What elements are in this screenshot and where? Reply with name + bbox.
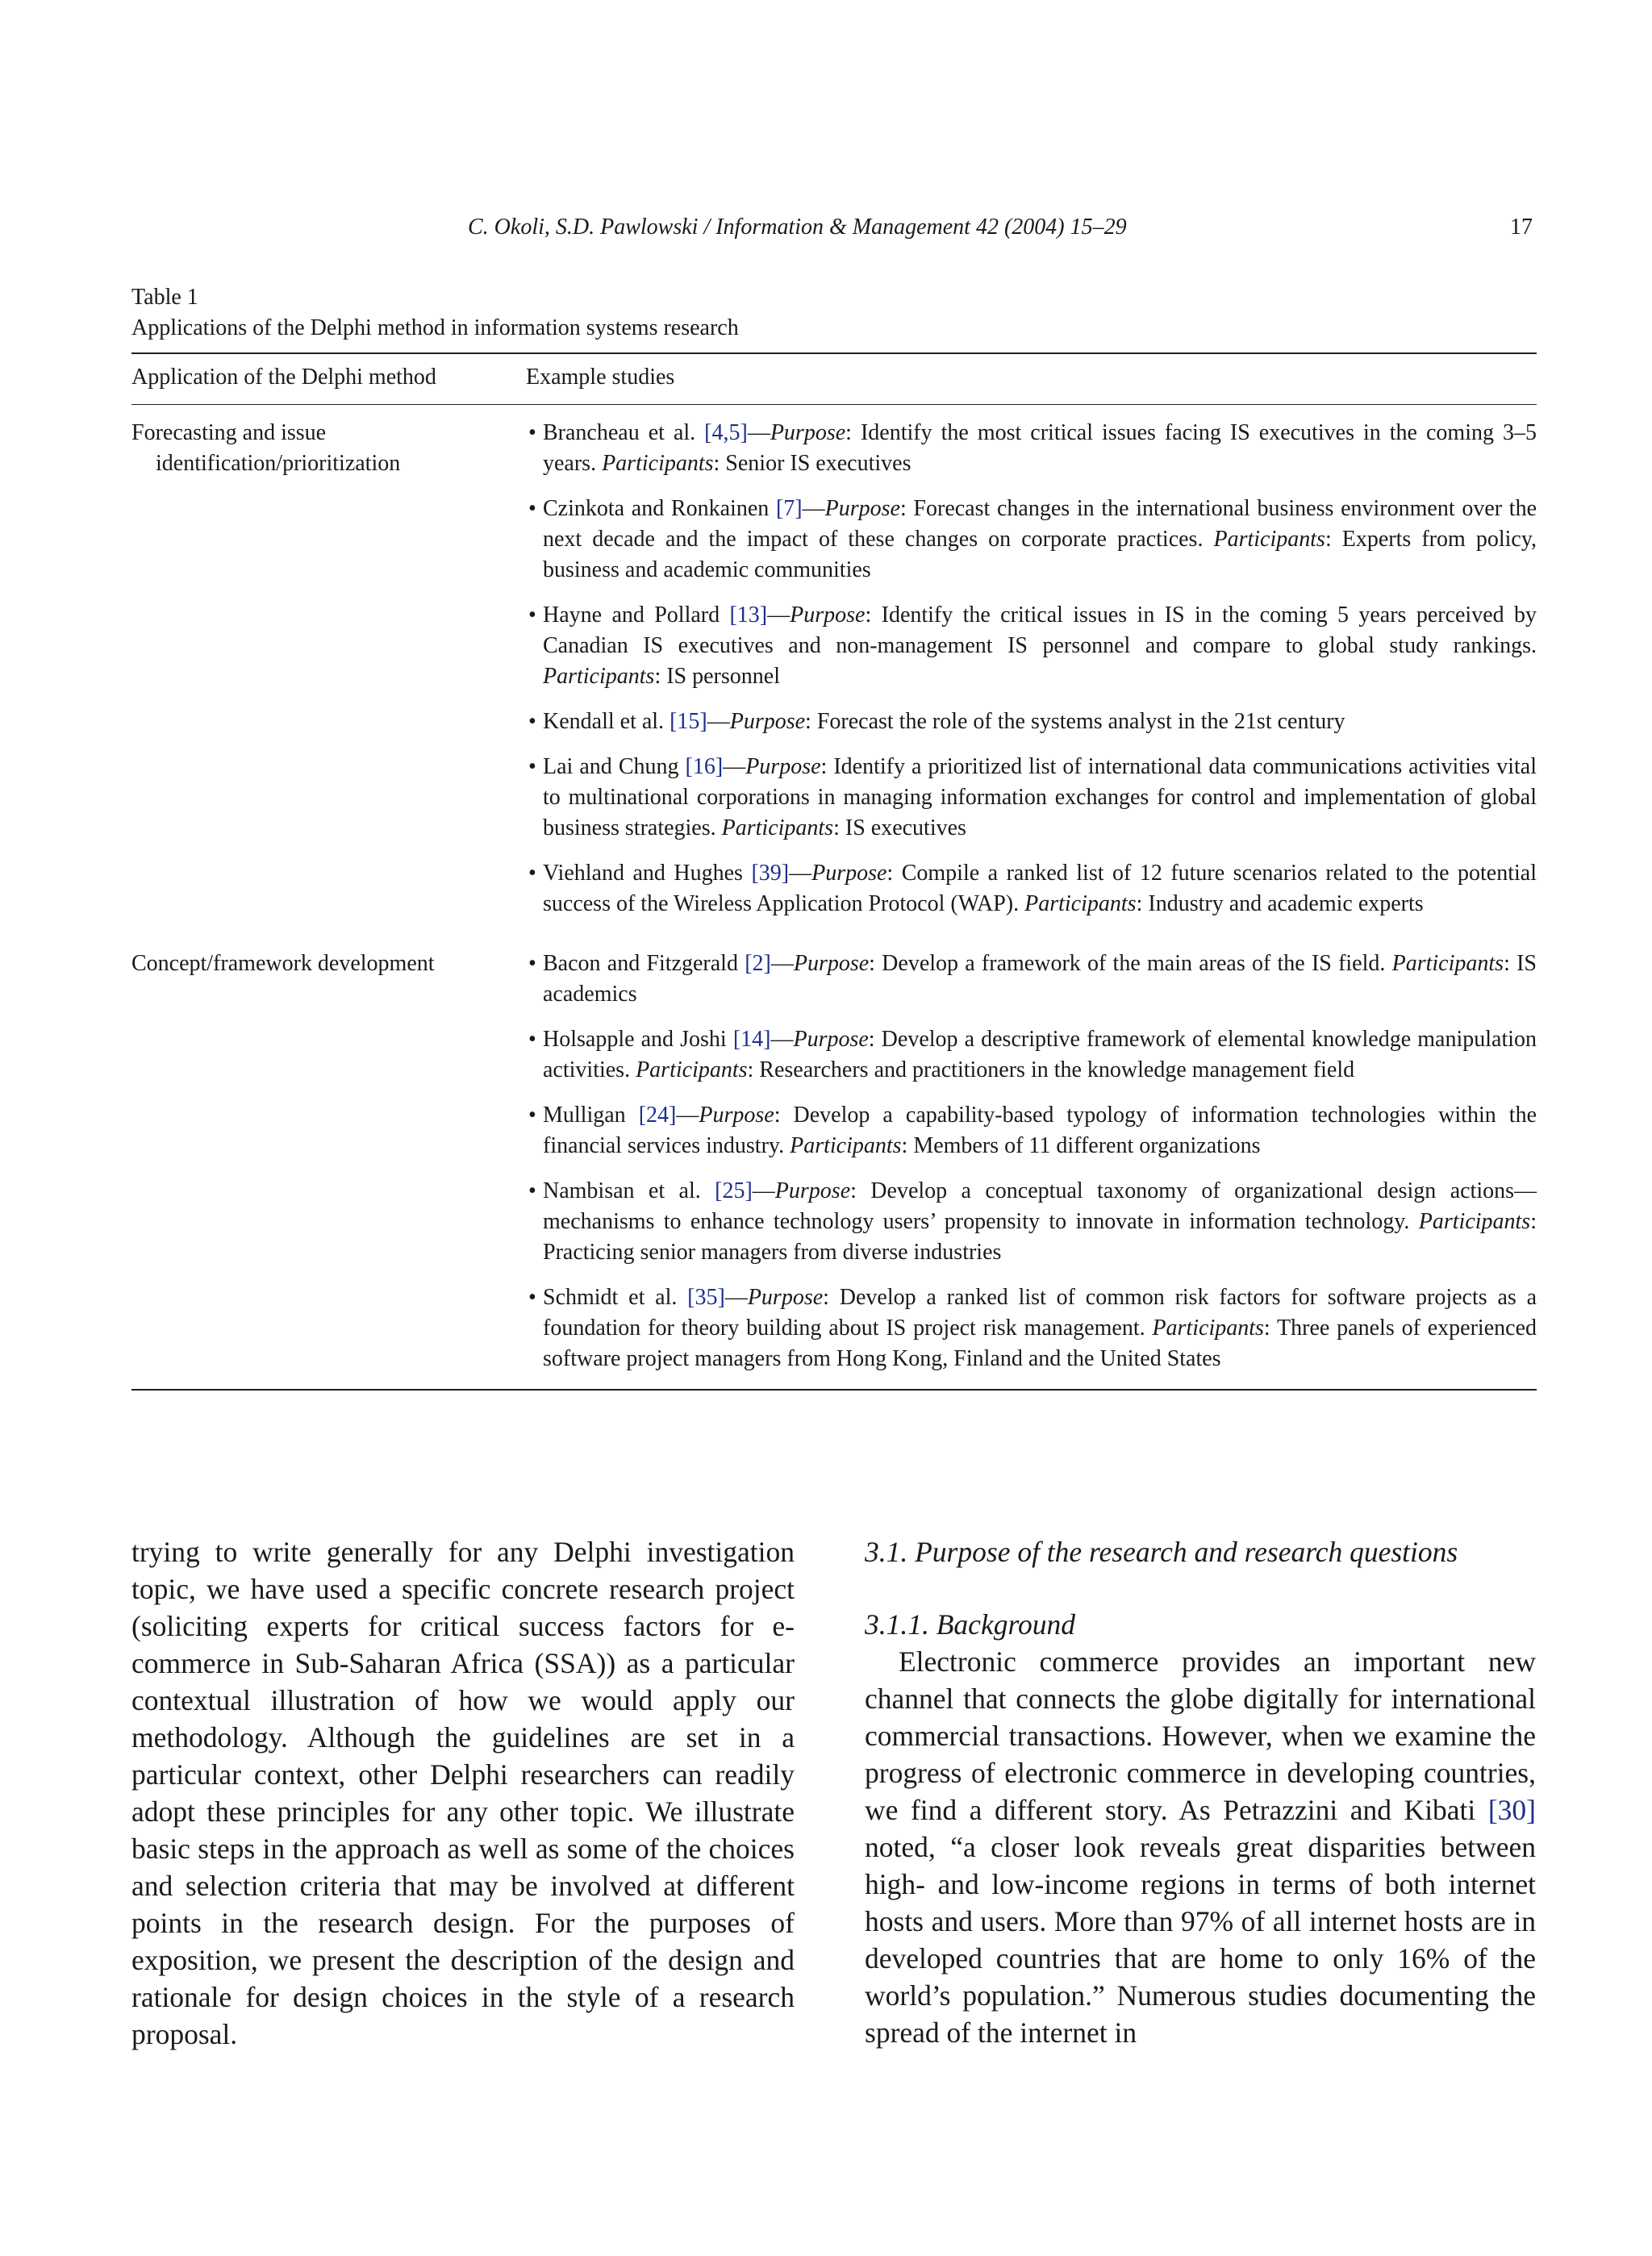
study-item: • Czinkota and Ronkainen [7]—Purpose: Forecast changes in the international business environment over the next decade and the impact of these changes on corporate practices. Participants: Experts from policy, business and academic communities <box>519 494 1537 586</box>
study-purpose: : Forecast changes in the international business environment over the next decade and the impact of these changes on corporate practices. <box>543 496 1537 552</box>
purpose-label: Purpose <box>793 1027 869 1052</box>
table-title: Applications of the Delphi method in information systems research <box>131 315 739 340</box>
participants-label: Participants <box>1391 951 1504 976</box>
study-authors: Brancheau et al. <box>543 420 705 445</box>
study-item: • Holsapple and Joshi [14]—Purpose: Develop a descriptive framework of elemental knowledge manipulation activities. Participants: Researchers and practitioners in the knowledge management field <box>519 1024 1537 1086</box>
study-purpose: : Identify the critical issues in IS in the coming 5 years perceived by Canadian IS executives and non-management IS personnel and compare to global study rankings. <box>543 603 1537 658</box>
study-authors: Nambisan et al. <box>543 1178 715 1203</box>
category-cell <box>131 949 519 1389</box>
study-participants: : IS personnel <box>654 664 780 689</box>
citation-link[interactable]: [35] <box>687 1285 725 1310</box>
citation-link[interactable]: [30] <box>1487 1794 1536 1826</box>
participants-label: Participants <box>1024 891 1137 916</box>
purpose-label: Purpose <box>770 420 846 445</box>
table-bottom-rule <box>131 1389 1537 1391</box>
study-authors: Mulligan <box>543 1103 639 1128</box>
bullet-icon: • <box>528 951 536 976</box>
study-item: • Kendall et al. [15]—Purpose: Forecast the role of the systems analyst in the 21st century <box>519 707 1537 737</box>
study-authors: Holsapple and Joshi <box>543 1027 733 1052</box>
bullet-icon: • <box>528 861 536 886</box>
purpose-label: Purpose <box>774 1178 851 1203</box>
study-purpose: : Identify a prioritized list of international data communications activities vital to multinational corporations in managing information exchanges for control and implementation of global business strategies. <box>543 754 1537 840</box>
study-purpose: : Develop a capability-based typology of information technologies within the financial services industry. <box>543 1103 1537 1158</box>
study-item: • Nambisan et al. [25]—Purpose: Develop a conceptual taxonomy of organizational design actions—mechanisms to enhance technology users’ propensity to innovate in information technology. Participants: Practicing senior managers from diverse industries <box>519 1176 1537 1268</box>
category-cell <box>131 418 519 934</box>
study-participants: : Senior IS executives <box>713 451 912 476</box>
section-heading: 3.1. Purpose of the research and research questions <box>865 1536 1458 1568</box>
study-participants: : IS executives <box>833 815 966 840</box>
study-participants: : Three panels of experienced software project managers from Hong Kong, Finland and the United States <box>543 1316 1537 1371</box>
citation-link[interactable]: [13] <box>729 603 768 628</box>
study-list <box>519 949 1537 1389</box>
category-label: Concept/framework development <box>131 951 435 976</box>
paragraph-text: Electronic commerce provides an important new channel that connects the globe digitally for international commercial transactions. However, when we examine the progress of electronic commerce in developing countries, we find a different story. As Petrazzini and Kibati <box>865 1645 1536 1826</box>
table-header-row <box>131 354 1537 404</box>
purpose-label: Purpose <box>699 1103 774 1128</box>
purpose-label: Purpose <box>790 603 866 628</box>
study-participants: : Researchers and practitioners in the knowledge management field <box>747 1057 1355 1082</box>
study-purpose: : Develop a descriptive framework of elemental knowledge manipulation activities. <box>543 1027 1537 1082</box>
table-group-forecasting <box>131 418 1537 934</box>
citation-link[interactable]: [2] <box>745 951 771 976</box>
study-purpose: : Identify the most critical issues facing IS executives in the coming 3–5 years. <box>543 420 1537 476</box>
table-caption <box>131 282 739 344</box>
study-purpose: : Develop a ranked list of common risk factors for software projects as a foundation for theory building about IS project risk management. <box>543 1285 1537 1341</box>
study-purpose: : Compile a ranked list of 12 future scenarios related to the potential success of the Wireless Application Protocol (WAP). <box>543 861 1537 916</box>
table-header-rule <box>131 404 1537 405</box>
purpose-label: Purpose <box>824 496 900 521</box>
body-paragraph: trying to write generally for any Delphi investigation topic, we have used a specific concrete research project (soliciting experts for critical success factors for e-commerce in Sub-Saharan Africa (SSA)) as a particular contextual illustration of how we would apply our methodology. Although the guidelines are set in a particular context, other Delphi researchers can readily adopt these principles for any other topic. We illustrate basic steps in the approach as well as some of the choices and selection criteria that may be involved at different points in the research design. For the purposes of exposition, we present the description of the design and rationale for design choices in the style of a research proposal. <box>131 1536 795 2050</box>
study-authors: Czinkota and Ronkainen <box>543 496 776 521</box>
purpose-label: Purpose <box>811 861 887 886</box>
study-participants: : IS academics <box>543 951 1537 1007</box>
study-authors: Lai and Chung <box>543 754 686 779</box>
category-label-cont: identification/prioritization <box>156 451 401 476</box>
citation-link[interactable]: [25] <box>715 1178 753 1203</box>
participants-label: Participants <box>602 451 714 476</box>
study-item: • Mulligan [24]—Purpose: Develop a capability-based typology of information technologies within the financial services industry. Participants: Members of 11 different organizations <box>519 1100 1537 1161</box>
study-item: • Viehland and Hughes [39]—Purpose: Compile a ranked list of 12 future scenarios related to the potential success of the Wireless Application Protocol (WAP). Participants: Industry and academic experts <box>519 858 1537 919</box>
column-header-application: Application of the Delphi method <box>131 365 436 390</box>
citation-link[interactable]: [7] <box>775 496 803 521</box>
participants-label: Participants <box>1213 527 1325 552</box>
bullet-icon: • <box>528 709 536 734</box>
purpose-label: Purpose <box>745 754 821 779</box>
body-paragraph <box>865 1643 1536 2051</box>
bullet-icon: • <box>528 1027 536 1052</box>
study-authors: Viehland and Hughes <box>543 861 752 886</box>
study-authors: Kendall et al. <box>543 709 670 734</box>
column-header-studies: Example studies <box>526 365 675 390</box>
subsection-heading: 3.1.1. Background <box>865 1608 1075 1641</box>
table-group-framework <box>131 949 1537 1389</box>
bullet-icon: • <box>528 1285 536 1310</box>
study-list <box>519 418 1537 934</box>
participants-label: Participants <box>1152 1316 1264 1341</box>
participants-label: Participants <box>636 1057 748 1082</box>
purpose-label: Purpose <box>729 709 806 734</box>
study-participants: : Members of 11 different organizations <box>901 1133 1261 1158</box>
right-column <box>865 1533 1536 2051</box>
participants-label: Participants <box>721 815 834 840</box>
purpose-label: Purpose <box>747 1285 824 1310</box>
citation-link[interactable]: [15] <box>670 709 707 734</box>
running-head <box>0 215 1652 247</box>
study-item: • Brancheau et al. [4,5]—Purpose: Identify the most critical issues facing IS executives in the coming 3–5 years. Participants: Senior IS executives <box>519 418 1537 479</box>
bullet-icon: • <box>528 1103 536 1128</box>
study-purpose: : Develop a framework of the main areas of the IS field. <box>869 951 1392 976</box>
study-item: • Schmidt et al. [35]—Purpose: Develop a ranked list of common risk factors for software projects as a foundation for theory building about IS project risk management. Participants: Three panels of experienced software project managers from Hong Kong, Finland and the United States <box>519 1282 1537 1374</box>
study-authors: Hayne and Pollard <box>543 603 730 628</box>
paragraph-text-cont: noted, “a closer look reveals great disparities between high- and low-income regions in terms of both internet hosts and users. More than 97% of all internet hosts are in developed countries that are home to only 16% of the world’s population.” Numerous studies documenting the spread of the internet in <box>865 1831 1536 2049</box>
category-label: Forecasting and issue <box>131 420 327 445</box>
participants-label: Participants <box>1418 1209 1531 1234</box>
running-title: C. Okoli, S.D. Pawlowski / Information & Management 42 (2004) 15–29 <box>468 215 1127 240</box>
table-label: Table 1 <box>131 285 198 310</box>
bullet-icon: • <box>528 603 536 628</box>
study-participants: : Practicing senior managers from diverse industries <box>543 1209 1537 1265</box>
bullet-icon: • <box>528 754 536 779</box>
study-item: • Hayne and Pollard [13]—Purpose: Identify the critical issues in IS in the coming 5 years perceived by Canadian IS executives and non-management IS personnel and compare to global study rankings. Participants: IS personnel <box>519 600 1537 692</box>
study-authors: Schmidt et al. <box>543 1285 688 1310</box>
study-participants: : Experts from policy, business and academic communities <box>543 527 1537 582</box>
study-authors: Bacon and Fitzgerald <box>543 951 745 976</box>
citation-link[interactable]: [16] <box>685 754 724 779</box>
study-participants: : Industry and academic experts <box>1136 891 1424 916</box>
citation-link[interactable]: [24] <box>638 1103 677 1128</box>
delphi-applications-table <box>131 352 1537 1391</box>
bullet-icon: • <box>528 496 536 521</box>
bullet-icon: • <box>528 420 536 445</box>
citation-link[interactable]: [4,5] <box>704 420 748 445</box>
participants-label: Participants <box>790 1133 902 1158</box>
study-item: • Lai and Chung [16]—Purpose: Identify a prioritized list of international data communications activities vital to multinational corporations in managing information exchanges for control and implementation of global business strategies. Participants: IS executives <box>519 752 1537 844</box>
left-column <box>131 1533 795 2053</box>
citation-link[interactable]: [39] <box>751 861 790 886</box>
purpose-label: Purpose <box>793 951 870 976</box>
participants-label: Participants <box>543 664 655 689</box>
study-purpose: : Develop a conceptual taxonomy of organizational design actions—mechanisms to enhance technology users’ propensity to innovate in information technology. <box>543 1178 1537 1234</box>
study-item: • Bacon and Fitzgerald [2]—Purpose: Develop a framework of the main areas of the IS field. Participants: IS academics <box>519 949 1537 1010</box>
study-purpose: : Forecast the role of the systems analyst in the 21st century <box>805 709 1345 734</box>
bullet-icon: • <box>528 1178 536 1203</box>
citation-link[interactable]: [14] <box>732 1027 771 1052</box>
page-number: 17 <box>1510 215 1533 240</box>
